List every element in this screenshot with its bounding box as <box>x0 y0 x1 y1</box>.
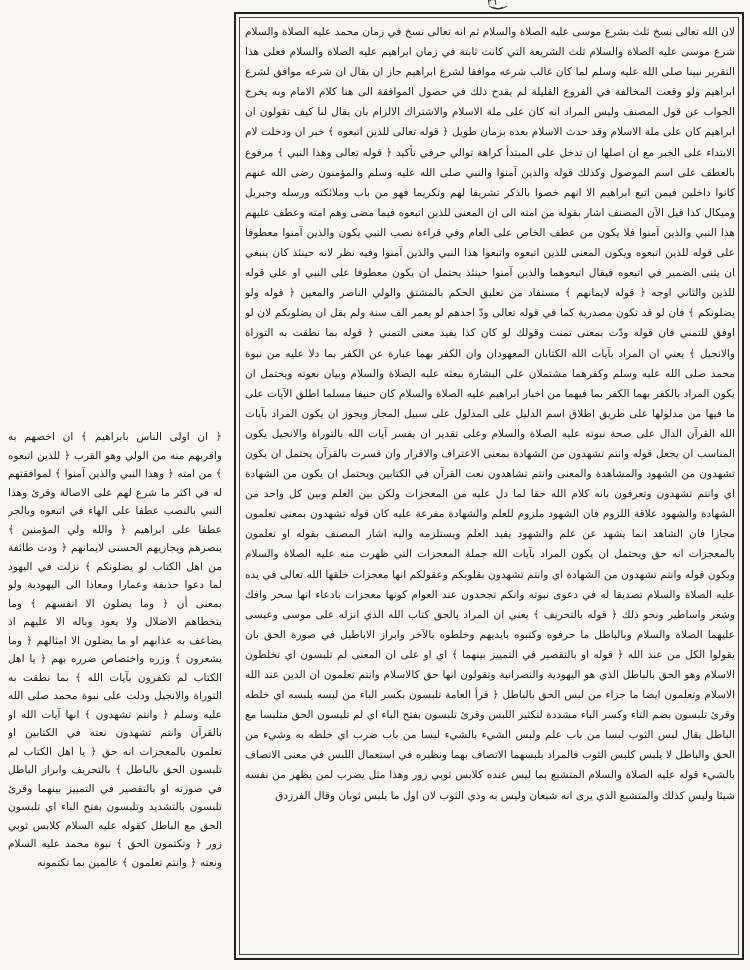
margin-paragraph: ﴿ ان اولى الناس بابراهيم ﴾ ان اخصهم به واقربهم منه من الولي وهو القرب ﴿ للذين اتبعوه ﴾ من امته ﴿ وهذا النبي والذين آمنوا ﴾ لموافقتهم له في اكثر ما شرع لهم على الاصالة وقرئ وهذا النبي بالنصب عطفا على الهاء في اتبعوه وبالجر عطفا على ابراهيم ﴿ والله ولي المؤمنين ﴾ ينصرهم ويجازيهم الحسنى لايمانهم ﴿ ودت طائفة من اهل الكتاب لو يضلونكم ﴾ نزلت في اليهود لما دعوا حذيفة وعمارا ومعاذا الى اليهودية ولو بمعنى أن ﴿ وما يضلون الا انفسهم ﴾ وما يتخطاهم الاضلال ولا يعود وباله الا عليهم اذ يضاعف به عذابهم او ما يضلون الا امثالهم ﴿ وما يشعرون ﴾ وزره واختصاص ضرره بهم ﴿ يا اهل الكتاب لم تكفرون بآيات الله ﴾ بما نطقت به التوراة والانجيل ودلت على نبوة محمد صلى الله عليه وسلم ﴿ وانتم تشهدون ﴾ انها آيات الله او بالقرآن وانتم تشهدون نعته في الكتابين او تعلمون بالمعجزات انه حق ﴿ يا اهل الكتاب لم تلبسون الحق بالباطل ﴾ بالتحريف وابراز الباطل في صورته او بالتقصير في التمييز بينهما وقرئ تلبسون بالتشديد وتلبسون بفتح الباء اي تلبسون الحق مع الباطل كقوله عليه السلام كلابس ثوبي زور ﴿ وتكتمون الحق ﴾ نبوة محمد عليه السلام ونعته ﴿ وانتم تعلمون ﴾ عالمين بما تكتمونه <box>8 431 222 869</box>
page-ornament <box>488 4 508 12</box>
page-number: ٢٦ <box>487 0 497 6</box>
commentary-text <box>245 22 735 947</box>
margin-text <box>8 428 222 898</box>
commentary-paragraph: لان الله تعالى نسخ ثلث بشرع موسى عليه الصلاة والسلام ثم انه تعالى نسخ في زمان محمد عليه الصلاة والسلام شرع موسى عليه الصلاة والسلام ثلث الشريعة التي كانت ثابتة في زمان ابراهيم عليه الصلاة والسلام فعلى هذا التقرير نبينا صلى الله عليه وسلم لما كان غالب شرعه موافقا لشرع ابراهيم جاز ان يقال ان شرعه موافق لشرع ابراهيم ولو وقعت المخالفة في الفروع القليلة لم يقدح ذلك في حصول الموافقة الى هنا كلام الامام وبه يخرج الجواب عن قول المصنف وليس المراد انه كان على ملة الاسلام والاشتراك الالزام بان يقال لنا كيف تقولون ان ابراهيم كان على ملة الاسلام وقد حدث الاسلام بعده بزمان طويل ﴿ قوله تعالى للذين اتبعوه ﴾ خبر ان ودخلت لام الابتداء على الخبر مع ان اصلها ان تدخل على المبتدأ كراهة توالي حرفي تأكيد ﴿ قوله تعالى وهذا النبي ﴾ مرفوع بالعطف على اسم الموصول وكذلك قوله والذين آمنوا والنبي صلى الله عليه وسلم والمؤمنون رضى الله عنهم كانوا داخلين فيمن اتبع ابراهيم الا انهم خصوا بالذكر تشريفا لهم وتكريما فهو من باب وملائكته ورسله وجبريل وميكال كذا قيل الآن المصنف اشار بقوله من امته الى ان المعنى للذين اتبعوه فيما مضى وهم امته وعطف عليهم هذا النبي والذين آمنوا فلا يكون من عطف الخاص على العام وفي قراءة نصب النبي يكون والذين آمنوا معطوفا على قوله للذين اتبعوه ويكون المعنى للذين اتبعوه واتبعوا هذا النبي والذين آمنوا وفيه نظر لانه حينئذ كان ينبغي ان يثنى الضمير في اتبعوه فيقال اتبعوهما والذين آمنوا حينئذ يحتمل ان يكون معطوفا على النبي او على قوله للذين والثاني اوجه ﴿ قوله لايمانهم ﴾ مستفاد من تعليق الحكم بالمشتق والولي الناصر والمعين ﴿ قوله ولو يضلونكم ﴾ فان لو قد تكون مصدرية كما في قوله تعالى ودّ احدهم لو يعمر الف سنة ولم يقل ان يضلونكم لان لو اوفق للتمني فان قوله ودّت بمعنى تمنت وقولك لو كان كذا يفيد معنى التمني ﴿ قوله بما نطقت به التوراة والانجيل ﴾ يعني ان المراد بآيات الله الكتابان المعهودان وان الكفر بهما عبارة عن الكفر بما دلا عليه من نبوة محمد صلى الله عليه وسلم وكفرهما مشتملان على البشارة ببعثه عليه الصلاة والسلام وبيان نعوته ويحتمل ان يكون المراد بالكفر بهما الكفر بما فيهما من اخبار ابراهيم عليه الصلاة والسلام كان حنيفا مسلما اطلق الآيات على ما فيها من مدلولها على طريق اطلاق اسم الدليل على المدلول على سبيل المجاز ويجوز ان يكون المراد بآيات الله القرآن الدال على صحة نبوته عليه الصلاة والسلام وعلى تقدير ان يفسر آيات الله بالتوراة والانجيل يكون المناسب ان يجعل قوله وانتم تشهدون من الشهادة بمعنى الاعتراف والاقرار وان فسرت بالقرآن يحتمل ان يكون تشهدون من الشهود والمشاهدة والمعنى وانتم تشاهدون نعت القرآن في الكتابين ويحتمل ان يكون من الشهادة اي وانتم تشهدون وتعرفون بانه كلام الله حقا لما دل عليه من المعجزات ولكن بين العلم وبين كل واحد من الشهادة والشهود علاقة اللزوم فان الشهود ملزوم للعلم والشهادة مفرعة عليه كان قوله تشهدون بمعنى تعلمون مجازا فان الشاهد انما يشهد عن علم والشهود يفيد العلم ويستلزمه واليه اشار المصنف بقوله او تعلمون بالمعجزات انه حق ويحتمل ان يكون المراد بآيات الله جملة المعجزات التي ظهرت منه عليه الصلاة والسلام ويكون قوله وانتم تشهدون من الشهادة اي وانتم تشهدون بقلوبكم وعقولكم انها معجزات خلقها الله تعالى في يده عليه الصلاة والسلام تصديقا له في دعوى نبوته وانكم تجحدون عند العوام كونها معجزات بادعاء انها سحر وافك وشعر واساطير ونحو ذلك ﴿ قوله بالتحريف ﴾ يعني ان المراد بالحق كتاب الله الذي انزله على موسى وعيسى عليهما الصلاة والسلام وبالباطل ما حرفوه وكتبوه بايديهم وخلطوه بالآخر وابراز الاباطيل في صورة الحق بان يقولوا الكل من عند الله ﴿ قوله او بالتقصير في التمييز بينهما ﴾ اي او على ان المعنى لم تلبسون اي تخلطون الاسلام وهو الحق بالباطل الذي هو اليهودية والنصرانية وتقولون انها حق كالاسلام وانتم تعلمون ان الدين عند الله الاسلام وتعلمون ايضا ما جزاء من لبس الحق بالباطل ﴿ قرأ العامة تلبسون بكسر الباء من لبسه يلبسه اي خلطه وقرئ تلبسون بضم التاء وكسر الباء مشددة لتكثير اللبس وقرئ تلبسون بفتح الباء اي لم تلبسون الحق متلبسا مع الباطل يقال لبس الثوب لبسا من باب علم ولبس الشيء بالشيء لبسا من باب ضرب اي خلطه به وشيء من الحق والباطل لا يلبس كلبس الثوب فالمراد بلبسهما الاتصاف بهما ونظيره في استعمال اللبس في معنى الاتصاف بالشيء قوله عليه الصلاة والسلام المتشبع بما ليس عنده كلابس ثوبي زور وهذا مثل يضرب لمن يظهر من نفسه شيئا وليس كذلك والمتشبع الذي يرى انه شبعان وليس به وذي الثوب لان اول ما يلبس ثوبان وقال الفرزدق <box>245 26 735 802</box>
